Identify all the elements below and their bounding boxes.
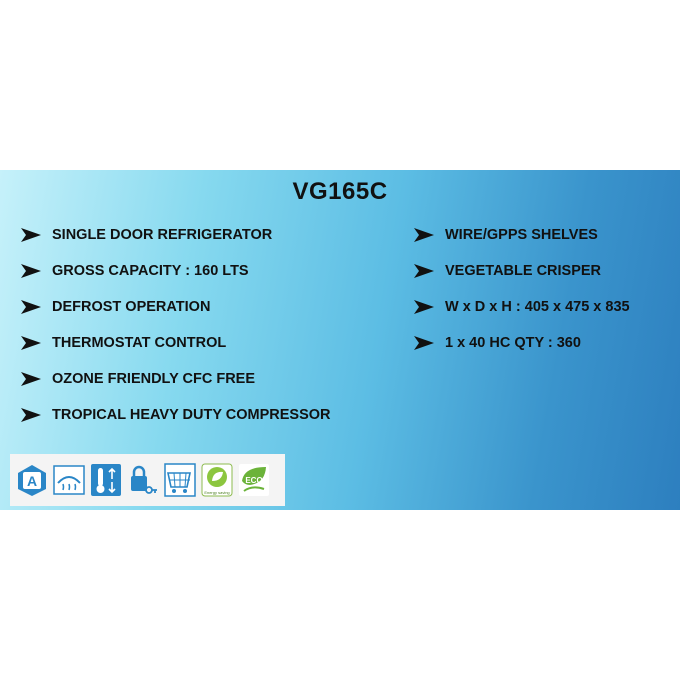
arrow-bullet-icon — [20, 299, 42, 315]
eco-leaf-icon — [238, 463, 270, 497]
arrow-bullet-icon — [20, 407, 42, 423]
feature-item — [20, 405, 331, 425]
arrow-bullet-icon — [413, 335, 435, 351]
feature-label: W x D x H : 405 x 475 x 835 — [445, 299, 630, 315]
shelf-basket-icon — [164, 463, 196, 497]
feature-item — [413, 225, 598, 245]
energy-class-a-icon — [16, 463, 48, 497]
feature-label: VEGETABLE CRISPER — [445, 263, 602, 279]
thermostat-icon — [90, 463, 122, 497]
model-title: VG165C — [292, 178, 388, 205]
spec-banner — [0, 170, 680, 510]
feature-item — [20, 333, 226, 353]
feature-item — [413, 297, 630, 317]
feature-icon-strip — [10, 454, 285, 506]
arrow-bullet-icon — [20, 263, 42, 279]
feature-label: SINGLE DOOR REFRIGERATOR — [52, 227, 273, 243]
arrow-bullet-icon — [20, 371, 42, 387]
energy-saving-leaf-icon — [201, 463, 233, 497]
feature-item — [413, 333, 581, 353]
arrow-bullet-icon — [413, 299, 435, 315]
arrow-bullet-icon — [20, 335, 42, 351]
feature-label: DEFROST OPERATION — [52, 299, 211, 315]
arrow-bullet-icon — [413, 227, 435, 243]
feature-item — [20, 225, 272, 245]
arrow-bullet-icon — [413, 263, 435, 279]
feature-item — [20, 369, 255, 389]
arrow-bullet-icon — [20, 227, 42, 243]
feature-item — [20, 297, 210, 317]
feature-label: GROSS CAPACITY : 160 LTS — [52, 263, 249, 279]
feature-label: THERMOSTAT CONTROL — [52, 335, 227, 351]
energy-class-label: A — [26, 473, 38, 489]
feature-item — [20, 261, 249, 281]
feature-label: WIRE/GPPS SHELVES — [445, 227, 598, 243]
energy-saving-label: Energy saving — [204, 490, 230, 495]
feature-item — [413, 261, 601, 281]
feature-label: OZONE FRIENDLY CFC FREE — [52, 371, 256, 387]
feature-label: 1 x 40 HC QTY : 360 — [445, 335, 581, 351]
lock-key-icon — [127, 463, 159, 497]
feature-label: TROPICAL HEAVY DUTY COMPRESSOR — [52, 407, 331, 423]
eco-label: ECO — [245, 476, 263, 485]
car-defrost-icon — [53, 463, 85, 497]
